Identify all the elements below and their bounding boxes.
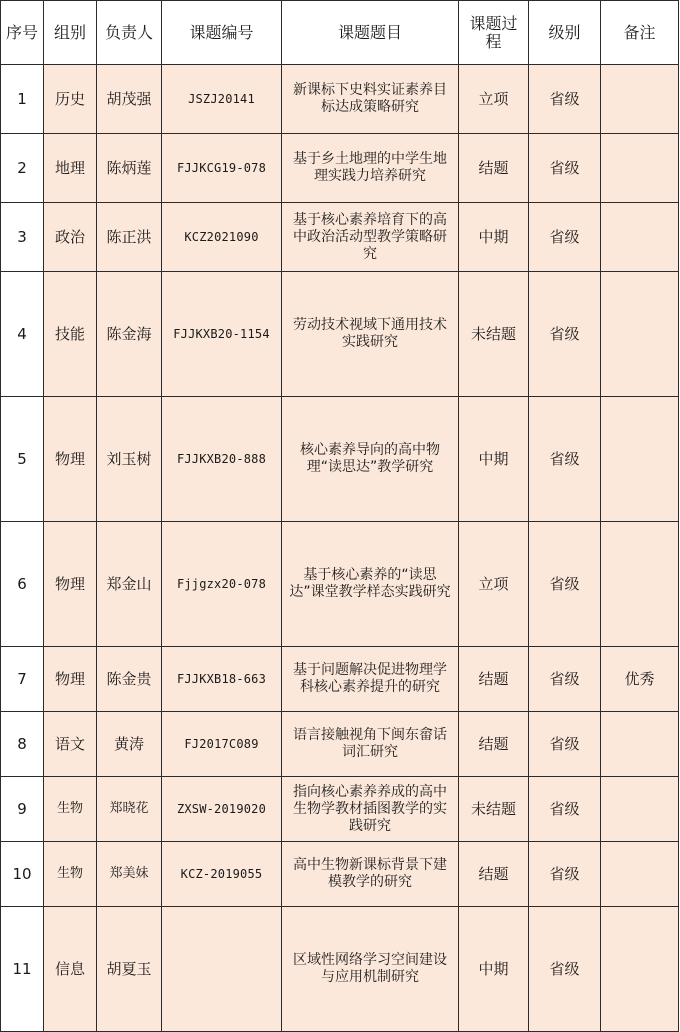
cell-level: 省级: [529, 397, 601, 522]
cell-code: Fjjgzx20-078: [162, 522, 282, 647]
cell-owner: 郑金山: [97, 522, 162, 647]
header-owner: 负责人: [97, 1, 162, 65]
cell-seq: 2: [1, 134, 44, 203]
cell-group: 历史: [44, 65, 97, 134]
cell-level: 省级: [529, 272, 601, 397]
cell-group: 物理: [44, 522, 97, 647]
cell-level: 省级: [529, 65, 601, 134]
cell-owner: 陈金海: [97, 272, 162, 397]
cell-title: 语言接触视角下闽东畲话词汇研究: [282, 712, 459, 777]
cell-process: 结题: [459, 842, 529, 907]
cell-level: 省级: [529, 203, 601, 272]
cell-process: 中期: [459, 907, 529, 1032]
cell-level: 省级: [529, 777, 601, 842]
table-row: [1, 712, 679, 777]
cell-code: KCZ-2019055: [162, 842, 282, 907]
cell-seq: 4: [1, 272, 44, 397]
cell-process: 立项: [459, 522, 529, 647]
cell-note: [601, 842, 679, 907]
cell-title: 指向核心素养养成的高中生物学教材插图教学的实践研究: [282, 777, 459, 842]
cell-note: [601, 272, 679, 397]
cell-group: 物理: [44, 647, 97, 712]
cell-owner: 郑美妹: [97, 842, 162, 907]
header-seq: 序号: [1, 1, 44, 65]
cell-owner: 刘玉树: [97, 397, 162, 522]
cell-title: 劳动技术视域下通用技术实践研究: [282, 272, 459, 397]
cell-seq: 8: [1, 712, 44, 777]
cell-title: 基于核心素养培育下的高中政治活动型教学策略研究: [282, 203, 459, 272]
cell-seq: 5: [1, 397, 44, 522]
table-row: [1, 65, 679, 134]
cell-note: [601, 134, 679, 203]
cell-code: FJJKCG19-078: [162, 134, 282, 203]
cell-group: 生物: [44, 777, 97, 842]
table-row: [1, 134, 679, 203]
header-code: 课题编号: [162, 1, 282, 65]
cell-note: [601, 777, 679, 842]
cell-seq: 9: [1, 777, 44, 842]
cell-process: 未结题: [459, 777, 529, 842]
cell-code: [162, 907, 282, 1032]
cell-group: 地理: [44, 134, 97, 203]
cell-level: 省级: [529, 522, 601, 647]
cell-process: 中期: [459, 397, 529, 522]
cell-process: 立项: [459, 65, 529, 134]
cell-note: 优秀: [601, 647, 679, 712]
cell-group: 生物: [44, 842, 97, 907]
cell-owner: 胡茂强: [97, 65, 162, 134]
cell-process: 未结题: [459, 272, 529, 397]
cell-note: [601, 397, 679, 522]
cell-process: 中期: [459, 203, 529, 272]
cell-owner: 胡夏玉: [97, 907, 162, 1032]
cell-code: KCZ2021090: [162, 203, 282, 272]
cell-title: 高中生物新课标背景下建模教学的研究: [282, 842, 459, 907]
table-row: [1, 522, 679, 647]
cell-title: 基于核心素养的“读思达”课堂教学样态实践研究: [282, 522, 459, 647]
cell-owner: 郑晓花: [97, 777, 162, 842]
cell-code: FJ2017C089: [162, 712, 282, 777]
table-row: [1, 203, 679, 272]
cell-level: 省级: [529, 842, 601, 907]
table-row: [1, 647, 679, 712]
cell-seq: 10: [1, 842, 44, 907]
header-process: 课题过程: [459, 1, 529, 65]
cell-group: 物理: [44, 397, 97, 522]
cell-process: 结题: [459, 647, 529, 712]
cell-group: 技能: [44, 272, 97, 397]
header-row: [1, 1, 679, 65]
cell-note: [601, 907, 679, 1032]
cell-code: ZXSW-2019020: [162, 777, 282, 842]
cell-note: [601, 712, 679, 777]
cell-title: 基于乡土地理的中学生地理实践力培养研究: [282, 134, 459, 203]
cell-level: 省级: [529, 712, 601, 777]
cell-note: [601, 203, 679, 272]
cell-level: 省级: [529, 647, 601, 712]
cell-owner: 陈金贵: [97, 647, 162, 712]
cell-owner: 陈炳莲: [97, 134, 162, 203]
cell-title: 区域性网络学习空间建设与应用机制研究: [282, 907, 459, 1032]
header-group: 组别: [44, 1, 97, 65]
cell-level: 省级: [529, 907, 601, 1032]
header-title: 课题题目: [282, 1, 459, 65]
cell-title: 基于问题解决促进物理学科核心素养提升的研究: [282, 647, 459, 712]
cell-seq: 3: [1, 203, 44, 272]
header-note: 备注: [601, 1, 679, 65]
cell-seq: 1: [1, 65, 44, 134]
cell-code: JSZJ20141: [162, 65, 282, 134]
cell-group: 信息: [44, 907, 97, 1032]
cell-process: 结题: [459, 712, 529, 777]
cell-owner: 陈正洪: [97, 203, 162, 272]
cell-seq: 6: [1, 522, 44, 647]
cell-code: FJJKXB18-663: [162, 647, 282, 712]
cell-note: [601, 65, 679, 134]
table-row: [1, 777, 679, 842]
cell-owner: 黄涛: [97, 712, 162, 777]
cell-code: FJJKXB20-888: [162, 397, 282, 522]
cell-title: 新课标下史料实证素养目标达成策略研究: [282, 65, 459, 134]
cell-seq: 7: [1, 647, 44, 712]
table-row: [1, 272, 679, 397]
table-row: [1, 397, 679, 522]
header-level: 级别: [529, 1, 601, 65]
table-row: [1, 842, 679, 907]
cell-seq: 11: [1, 907, 44, 1032]
cell-title: 核心素养导向的高中物理“读思达”教学研究: [282, 397, 459, 522]
cell-code: FJJKXB20-1154: [162, 272, 282, 397]
cell-group: 政治: [44, 203, 97, 272]
cell-level: 省级: [529, 134, 601, 203]
cell-note: [601, 522, 679, 647]
cell-group: 语文: [44, 712, 97, 777]
table-row: [1, 907, 679, 1032]
cell-process: 结题: [459, 134, 529, 203]
